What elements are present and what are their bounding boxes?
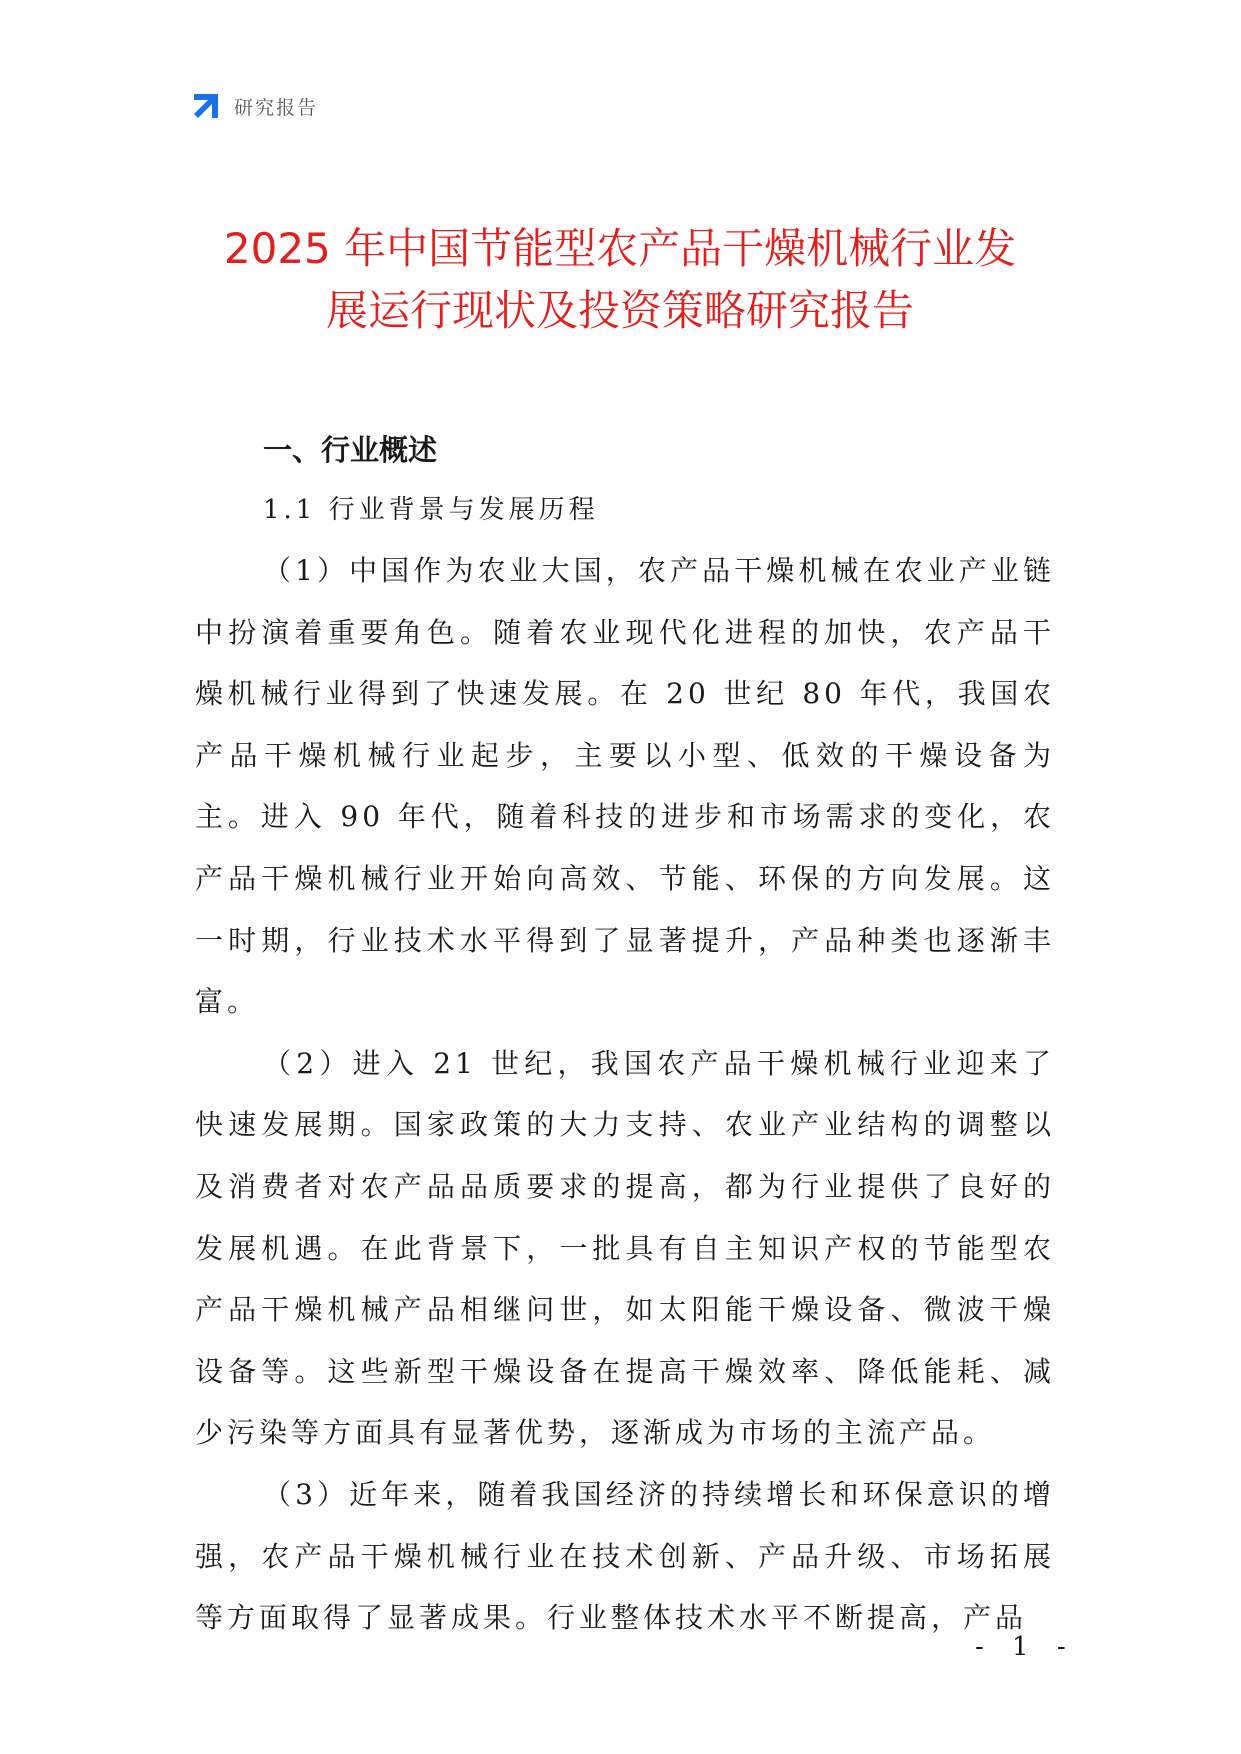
document-body bbox=[195, 420, 1055, 1649]
arrow-up-right-icon bbox=[190, 90, 222, 122]
paragraph-1: （1）中国作为农业大国，农产品干燥机械在农业产业链中扮演着重要角色。随着农业现代化进程的加快，农产品干燥机械行业得到了快速发展。在 20 世纪 80 年代，我国农产品干燥机械行业起步，主要以小型、低效的干燥设备为主。进入 90 年代，随着科技的进步和市场需求的变化，农产品干燥机械行业开始向高效、节能、环保的方向发展。这一时期，行业技术水平得到了显著提升，产品种类也逐渐丰富。 bbox=[195, 554, 1055, 1019]
section-heading: 一、行业概述 bbox=[263, 433, 438, 467]
subsection-heading: 1.1 行业背景与发展历程 bbox=[263, 495, 599, 525]
title-line-1: 2025 年中国节能型农产品干燥机械行业发 bbox=[223, 224, 1017, 273]
paragraph-3: （3）近年来，随着我国经济的持续增长和环保意识的增强，农产品干燥机械行业在技术创新、产品升级、市场拓展等方面取得了显著成果。行业整体技术水平不断提高，产品 bbox=[195, 1477, 1055, 1635]
paragraph-2: （2）进入 21 世纪，我国农产品干燥机械行业迎来了快速发展期。国家政策的大力支持、农业产业结构的调整以及消费者对农产品品质要求的提高，都为行业提供了良好的发展机遇。在此背景下，一批具有自主知识产权的节能型农产品干燥机械产品相继问世，如太阳能干燥设备、微波干燥设备等。这些新型干燥设备在提高干燥效率、降低能耗、减少污染等方面具有显著优势，逐渐成为市场的主流产品。 bbox=[195, 1046, 1055, 1450]
header-label: 研究报告 bbox=[234, 96, 319, 119]
page-header bbox=[190, 88, 318, 124]
title-line-2: 展运行现状及投资策略研究报告 bbox=[325, 286, 914, 335]
document-title bbox=[150, 218, 1090, 342]
page-number: - 1 - bbox=[975, 1632, 1076, 1662]
